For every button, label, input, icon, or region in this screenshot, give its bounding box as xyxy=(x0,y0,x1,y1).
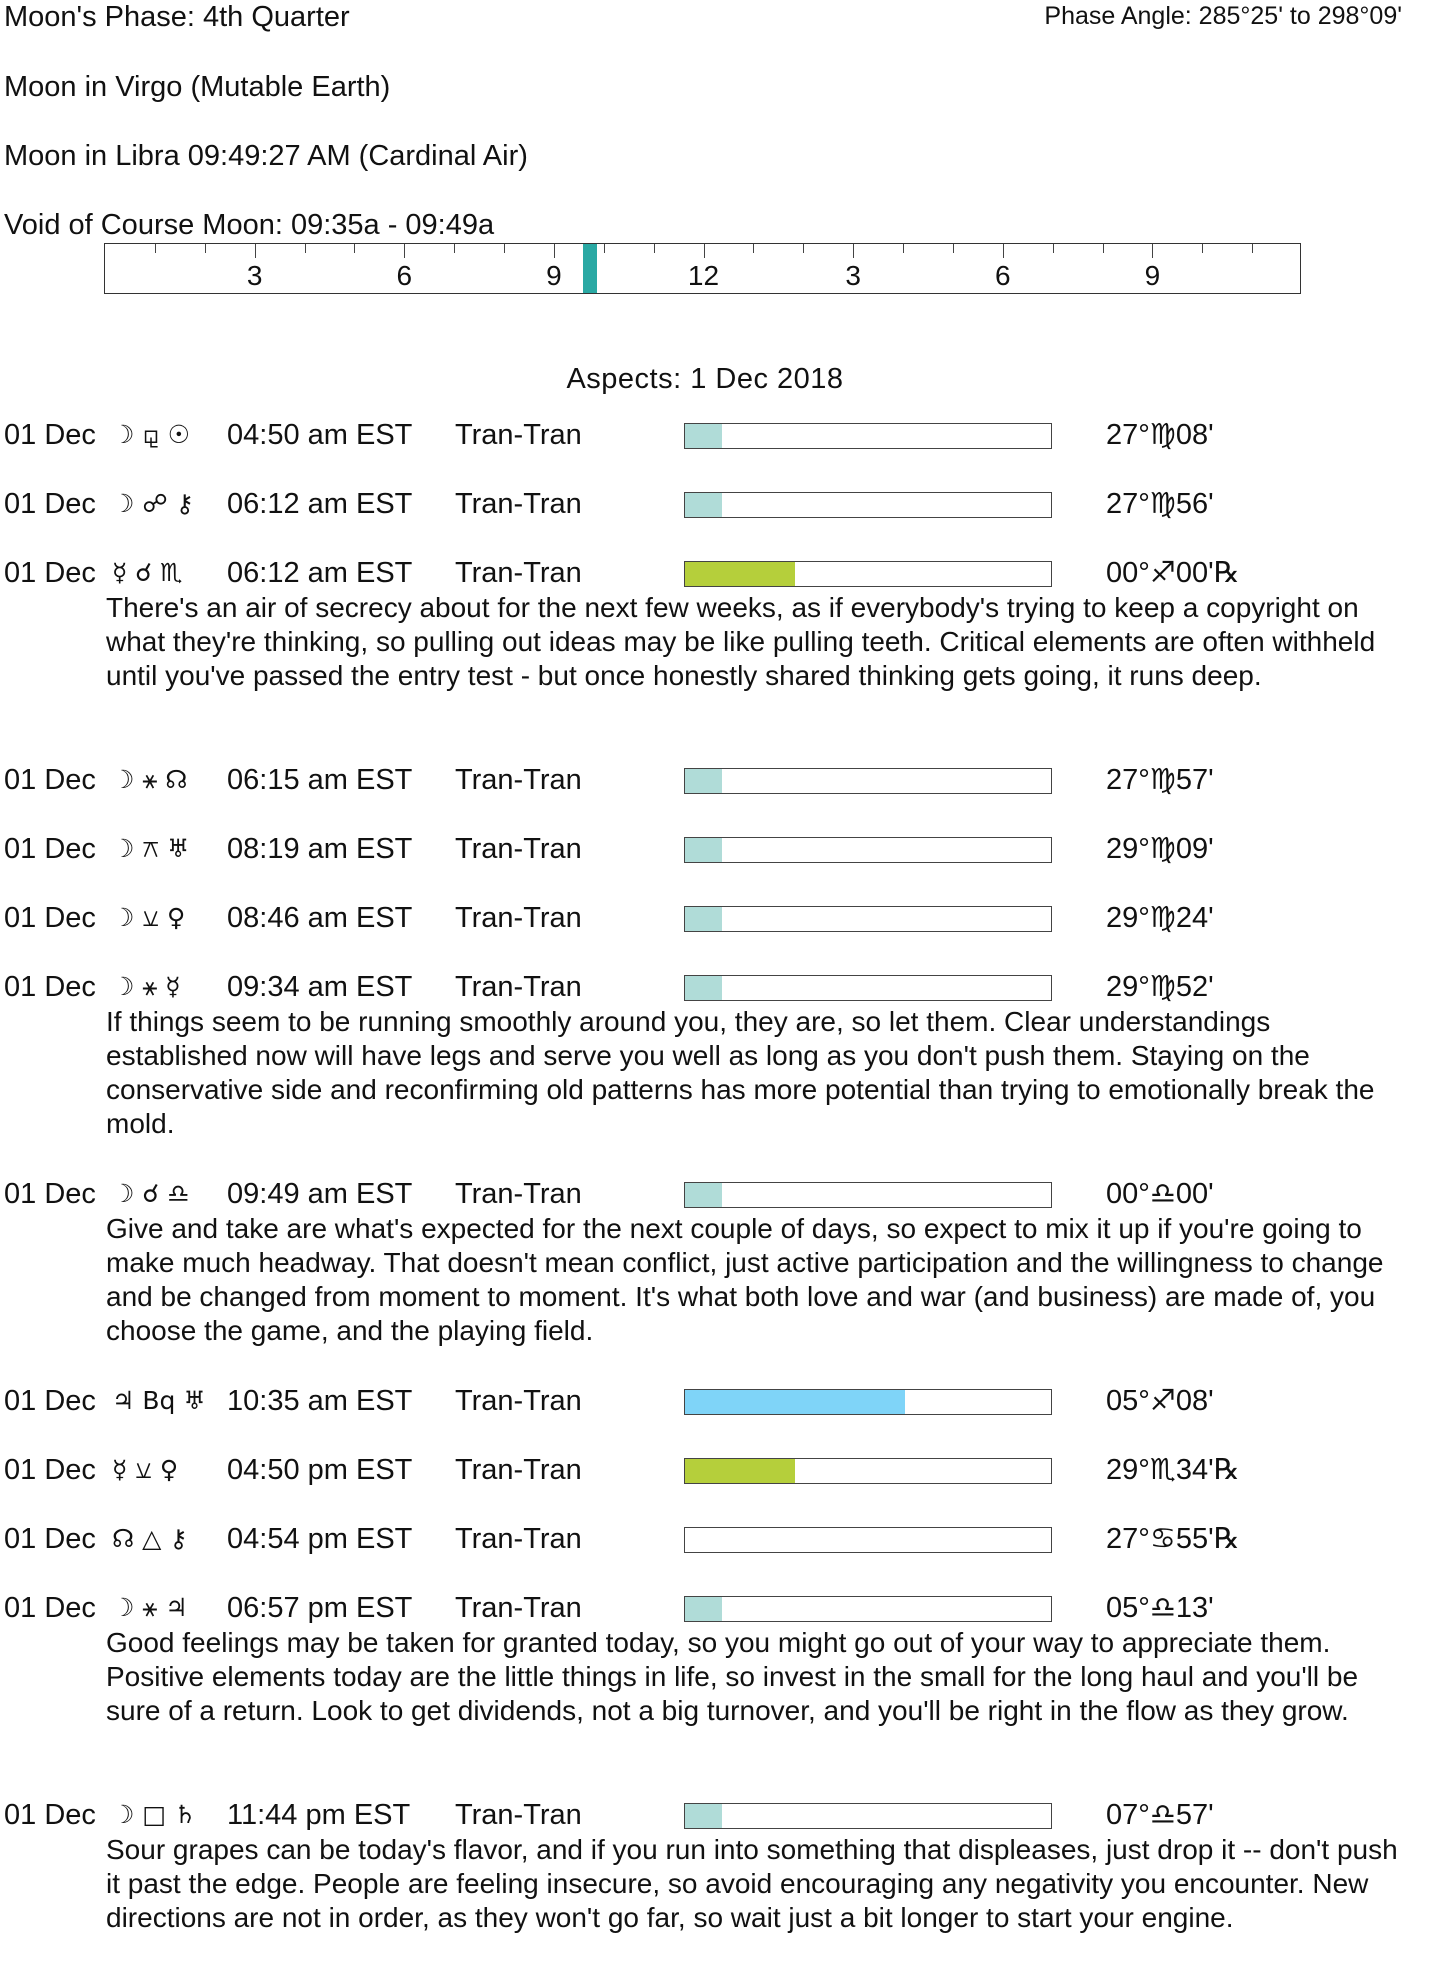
aspect-row xyxy=(0,831,1447,867)
strength-bar xyxy=(684,423,1052,449)
strength-bar xyxy=(684,1803,1052,1829)
aspect-position: 27°♋55'℞ xyxy=(1106,1523,1240,1555)
timeline-tick xyxy=(504,244,505,253)
timeline-tick xyxy=(1152,244,1153,258)
aspect-glyphs: ☽ ⚹ ♃ xyxy=(112,1593,188,1622)
aspect-row xyxy=(0,417,1447,453)
aspect-glyphs: ☿ ☌ ♏ xyxy=(112,558,183,587)
strength-bar xyxy=(684,561,1052,587)
aspect-description: If things seem to be running smoothly around you, they are, so let them. Clear understandings established now will have legs and serve you well as long as you don't push them. Staying on the conservative side and reconfirming old patterns has more potential than trying to emotionally break the mold. xyxy=(106,1006,1375,1139)
aspect-time: 04:50 pm EST xyxy=(227,1454,413,1486)
aspect-glyphs: ☽ ☍ ⚷ xyxy=(112,489,194,518)
strength-bar xyxy=(684,768,1052,794)
aspect-type: Tran-Tran xyxy=(455,488,582,520)
strength-bar-fill xyxy=(685,493,722,517)
aspect-row xyxy=(0,900,1447,936)
aspect-date: 01 Dec xyxy=(4,1178,96,1210)
aspect-position: 00°♐00'℞ xyxy=(1106,557,1240,589)
aspect-time: 11:44 pm EST xyxy=(227,1799,411,1831)
aspect-glyphs: ☽ ⚼ ☉ xyxy=(112,420,190,449)
strength-bar xyxy=(684,1527,1052,1553)
phase-angle: Phase Angle: 285°25' to 298°09' xyxy=(1044,2,1402,30)
timeline-tick xyxy=(1202,244,1203,253)
aspect-description: Sour grapes can be today's flavor, and if you run into something that displeases, just drop it -- don't push it past the edge. People are feeling insecure, so avoid encouraging any negativity you encounter. New directions are not in order, as they won't go far, so wait just a bit longer to start your engine. xyxy=(106,1834,1398,1933)
aspect-time: 06:15 am EST xyxy=(227,764,413,796)
aspect-date: 01 Dec xyxy=(4,971,96,1003)
aspect-position: 05°♐08' xyxy=(1106,1385,1214,1417)
timeline-tick xyxy=(305,244,306,253)
moon-phase: Moon's Phase: 4th Quarter xyxy=(4,1,350,33)
timeline-label: 9 xyxy=(546,260,562,291)
aspect-position: 27°♍56' xyxy=(1106,488,1214,520)
timeline-tick xyxy=(354,244,355,253)
aspect-glyphs: ☽ ⚹ ☿ xyxy=(112,972,181,1001)
aspect-time: 04:54 pm EST xyxy=(227,1523,413,1555)
strength-bar-fill xyxy=(685,976,722,1000)
aspect-time: 09:34 am EST xyxy=(227,971,413,1003)
timeline-tick xyxy=(704,244,705,258)
strength-bar-fill xyxy=(685,1390,905,1414)
aspect-type: Tran-Tran xyxy=(455,764,582,796)
aspect-description: Give and take are what's expected for the next couple of days, so expect to mix it up if you're going to make much headway. That doesn't mean conflict, just active participation and the willingness to change and be changed from moment to moment. It's what both love and war (and business) are made of, you choose the game, and the playing field. xyxy=(106,1213,1384,1346)
aspect-position: 07°♎57' xyxy=(1106,1799,1214,1831)
aspect-time: 06:12 am EST xyxy=(227,488,413,520)
aspect-position: 29°♍24' xyxy=(1106,902,1214,934)
timeline-tick xyxy=(1103,244,1104,253)
aspect-row xyxy=(0,1176,1447,1212)
aspect-date: 01 Dec xyxy=(4,833,96,865)
timeline-label: 6 xyxy=(994,260,1011,291)
aspect-position: 29°♍09' xyxy=(1106,833,1214,865)
aspect-type: Tran-Tran xyxy=(455,1385,582,1417)
strength-bar-fill xyxy=(685,907,722,931)
aspect-position: 00°♎00' xyxy=(1106,1178,1214,1210)
strength-bar-fill xyxy=(685,424,722,448)
aspect-time: 08:19 am EST xyxy=(227,833,413,865)
strength-bar xyxy=(684,906,1052,932)
aspect-date: 01 Dec xyxy=(4,557,96,589)
aspect-date: 01 Dec xyxy=(4,1523,96,1555)
aspect-type: Tran-Tran xyxy=(455,1523,582,1555)
aspect-time: 09:49 am EST xyxy=(227,1178,413,1210)
timeline-tick xyxy=(953,244,954,253)
aspect-date: 01 Dec xyxy=(4,1385,96,1417)
aspect-type: Tran-Tran xyxy=(455,557,582,589)
strength-bar xyxy=(684,975,1052,1001)
aspect-row xyxy=(0,486,1447,522)
aspect-description: There's an air of secrecy about for the next few weeks, as if everybody's trying to keep a copyright on what they're thinking, so pulling out ideas may be like pulling teeth. Critical elements are often withheld until you've passed the entry test - but once honestly shared thinking gets going, it runs deep. xyxy=(106,592,1376,691)
aspect-type: Tran-Tran xyxy=(455,419,582,451)
aspect-type: Tran-Tran xyxy=(455,1592,582,1624)
aspect-glyphs: ☽ ⚻ ♅ xyxy=(112,834,190,863)
aspect-time: 10:35 am EST xyxy=(227,1385,413,1417)
aspect-type: Tran-Tran xyxy=(455,971,582,1003)
timeline-label: 6 xyxy=(396,260,413,291)
strength-bar-fill xyxy=(685,562,795,586)
strength-bar xyxy=(684,1458,1052,1484)
aspect-row xyxy=(0,762,1447,798)
timeline-label: 9 xyxy=(1144,260,1161,291)
aspect-date: 01 Dec xyxy=(4,1799,96,1831)
strength-bar-fill xyxy=(685,769,722,793)
moon-sign: Moon in Virgo (Mutable Earth) xyxy=(4,71,391,103)
strength-bar-fill xyxy=(685,1183,722,1207)
moon-ingress: Moon in Libra 09:49:27 AM (Cardinal Air) xyxy=(4,140,528,172)
strength-bar xyxy=(684,1182,1052,1208)
aspect-time: 06:57 pm EST xyxy=(227,1592,413,1624)
aspect-description: Good feelings may be taken for granted today, so you might go out of your way to appreciate them. Positive elements today are the little things in life, so invest in the small for the long haul and you'll be sure of a return. Look to get dividends, not a big turnover, and you'll be right in the flow as they grow. xyxy=(106,1627,1359,1726)
aspect-type: Tran-Tran xyxy=(455,1799,582,1831)
timeline-label: 12 xyxy=(687,260,720,291)
aspect-date: 01 Dec xyxy=(4,419,96,451)
aspect-glyphs: ☽ ⚺ ♀ xyxy=(112,903,186,932)
strength-bar xyxy=(684,837,1052,863)
aspect-row xyxy=(0,1590,1447,1626)
timeline-tick xyxy=(205,244,206,253)
aspect-type: Tran-Tran xyxy=(455,902,582,934)
void-of-course-marker xyxy=(583,244,597,293)
aspect-position: 29°♍52' xyxy=(1106,971,1214,1003)
void-of-course-timeline xyxy=(104,243,1301,294)
timeline-tick xyxy=(654,244,655,253)
aspect-row xyxy=(0,1797,1447,1833)
timeline-tick xyxy=(903,244,904,253)
aspect-position: 27°♍57' xyxy=(1106,764,1214,796)
timeline-tick xyxy=(155,244,156,253)
aspect-type: Tran-Tran xyxy=(455,1454,582,1486)
aspect-row xyxy=(0,1383,1447,1419)
strength-bar xyxy=(684,1389,1052,1415)
strength-bar-fill xyxy=(685,1459,795,1483)
aspect-glyphs: ♃ Bq ♅ xyxy=(112,1386,206,1415)
aspect-position: 27°♍08' xyxy=(1106,419,1214,451)
aspect-time: 06:12 am EST xyxy=(227,557,413,589)
aspect-glyphs: ☿ ⚺ ♀ xyxy=(112,1455,179,1484)
timeline-tick xyxy=(554,244,555,258)
timeline-tick xyxy=(1003,244,1004,258)
aspect-date: 01 Dec xyxy=(4,764,96,796)
aspect-glyphs: ☽ ⚹ ☊ xyxy=(112,765,188,794)
timeline-label: 3 xyxy=(246,260,263,291)
timeline-tick xyxy=(454,244,455,253)
timeline-tick xyxy=(1252,244,1253,253)
aspect-row xyxy=(0,1452,1447,1488)
strength-bar-fill xyxy=(685,838,722,862)
void-of-course: Void of Course Moon: 09:35a - 09:49a xyxy=(4,209,495,241)
aspect-row xyxy=(0,1521,1447,1557)
timeline-tick xyxy=(803,244,804,253)
aspect-row xyxy=(0,555,1447,591)
timeline-tick xyxy=(604,244,605,253)
timeline-tick xyxy=(404,244,405,258)
aspect-position: 29°♏34'℞ xyxy=(1106,1454,1240,1486)
aspect-glyphs: ☽ ☌ ♎ xyxy=(112,1179,190,1208)
timeline-tick xyxy=(853,244,854,258)
aspect-date: 01 Dec xyxy=(4,488,96,520)
strength-bar xyxy=(684,492,1052,518)
aspect-type: Tran-Tran xyxy=(455,1178,582,1210)
aspect-date: 01 Dec xyxy=(4,1592,96,1624)
aspect-date: 01 Dec xyxy=(4,1454,96,1486)
aspect-type: Tran-Tran xyxy=(455,833,582,865)
aspect-row xyxy=(0,969,1447,1005)
aspect-time: 08:46 am EST xyxy=(227,902,413,934)
aspect-date: 01 Dec xyxy=(4,902,96,934)
aspect-glyphs: ☽ □ ♄ xyxy=(112,1800,197,1829)
aspects-title: Aspects: 1 Dec 2018 xyxy=(566,363,844,395)
aspect-position: 05°♎13' xyxy=(1106,1592,1214,1624)
timeline-label: 3 xyxy=(845,260,861,291)
strength-bar xyxy=(684,1596,1052,1622)
strength-bar-fill xyxy=(685,1804,722,1828)
timeline-tick xyxy=(1053,244,1054,253)
strength-bar-fill xyxy=(685,1597,722,1621)
aspect-time: 04:50 am EST xyxy=(227,419,413,451)
timeline-tick xyxy=(753,244,754,253)
timeline-tick xyxy=(255,244,256,258)
aspect-glyphs: ☊ △ ⚷ xyxy=(112,1524,188,1553)
